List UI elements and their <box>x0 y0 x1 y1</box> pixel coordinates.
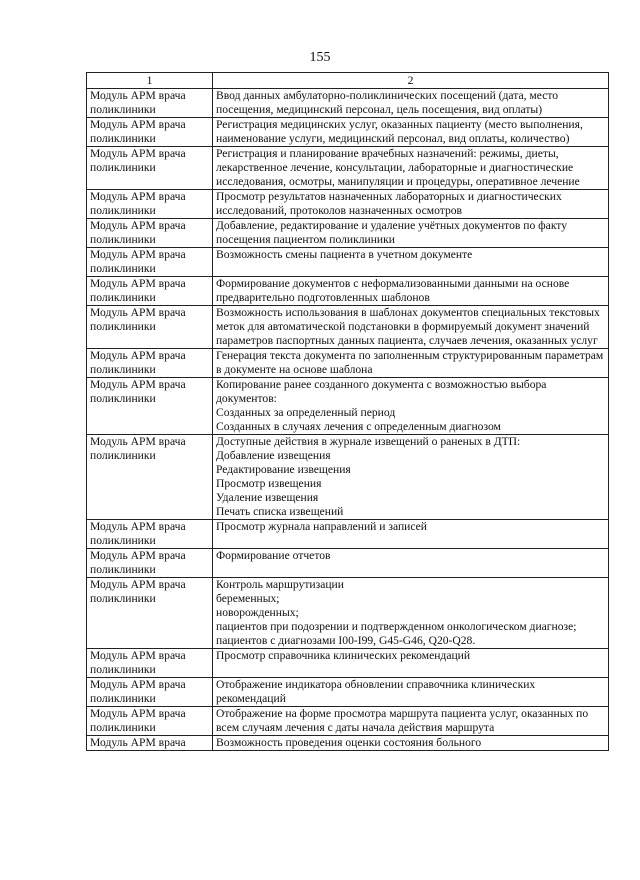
function-line: Формирование отчетов <box>216 549 331 562</box>
table-row <box>87 306 609 349</box>
table-row <box>87 349 609 378</box>
function-line: Регистрация медицинских услуг, оказанных пациенту (место выполнения, наименование услуги, медицинский персонал, вид оплаты, количество) <box>216 118 583 145</box>
table-row <box>87 89 609 118</box>
table-row <box>87 649 609 678</box>
module-cell: Модуль АРМ врача поликлиники <box>87 277 213 306</box>
module-cell: Модуль АРМ врача поликлиники <box>87 89 213 118</box>
function-line: Печать списка извещений <box>216 505 344 518</box>
function-line: Добавление, редактирование и удаление учётных документов по факту посещения пациентом поликлиники <box>216 219 568 246</box>
table-row <box>87 378 609 435</box>
function-line: пациентов с диагнозами I00-I99, G45-G46, Q20-Q28. <box>216 634 476 647</box>
module-cell: Модуль АРМ врача <box>87 736 213 751</box>
module-cell: Модуль АРМ врача поликлиники <box>87 649 213 678</box>
function-cell <box>213 219 609 248</box>
function-cell <box>213 378 609 435</box>
function-cell <box>213 678 609 707</box>
function-cell <box>213 520 609 549</box>
table-row <box>87 678 609 707</box>
module-cell: Модуль АРМ врача поликлиники <box>87 248 213 277</box>
module-cell: Модуль АРМ врача поликлиники <box>87 219 213 248</box>
requirements-table <box>86 72 609 751</box>
column-header-2: 2 <box>213 73 609 89</box>
table-row <box>87 219 609 248</box>
module-cell: Модуль АРМ врача поликлиники <box>87 118 213 147</box>
function-line: Удаление извещения <box>216 491 319 504</box>
function-line: Отображение на форме просмотра маршрута пациента услуг, оказанных по всем случаям лечения с даты начала действия маршрута <box>216 707 589 734</box>
table-row <box>87 147 609 190</box>
table-row <box>87 277 609 306</box>
table-row <box>87 520 609 549</box>
function-cell <box>213 277 609 306</box>
function-line: Копирование ранее созданного документа с возможностью выбора документов: <box>216 378 547 405</box>
module-cell: Модуль АРМ врача поликлиники <box>87 435 213 520</box>
table-row <box>87 736 609 751</box>
function-line: Возможность использования в шаблонах документов специальных текстовых меток для автоматической подстановки в формируемый документ значений параметров паспортных данных пациента, случаев лечения, оказанных услуг <box>216 306 600 347</box>
column-header-1: 1 <box>87 73 213 89</box>
function-line: Регистрация и планирование врачебных назначений: режимы, диеты, лекарственное лечение, консультации, лабораторные и диагностические исследования, осмотры, манипуляции и процедуры, оперативное лечение <box>216 147 580 188</box>
function-cell <box>213 89 609 118</box>
function-line: Доступные действия в журнале извещений о раненых в ДТП: <box>216 435 521 448</box>
function-line: Просмотр журнала направлений и записей <box>216 520 428 533</box>
table-row <box>87 190 609 219</box>
function-cell <box>213 549 609 578</box>
module-cell: Модуль АРМ врача поликлиники <box>87 147 213 190</box>
module-cell: Модуль АРМ врача поликлиники <box>87 520 213 549</box>
function-line: новорожденных; <box>216 606 299 619</box>
function-line: Созданных в случаях лечения с определенным диагнозом <box>216 420 501 433</box>
function-cell <box>213 118 609 147</box>
function-line: Возможность проведения оценки состояния больного <box>216 736 482 749</box>
function-cell <box>213 349 609 378</box>
module-cell: Модуль АРМ врача поликлиники <box>87 578 213 649</box>
function-line: беременных; <box>216 592 280 605</box>
module-cell: Модуль АРМ врача поликлиники <box>87 549 213 578</box>
module-cell: Модуль АРМ врача поликлиники <box>87 190 213 219</box>
function-cell <box>213 707 609 736</box>
module-cell: Модуль АРМ врача поликлиники <box>87 306 213 349</box>
function-line: Формирование документов с неформализованными данными на основе предварительно подготовленных шаблонов <box>216 277 570 304</box>
module-cell: Модуль АРМ врача поликлиники <box>87 349 213 378</box>
function-line: Отображение индикатора обновлении справочника клинических рекомендаций <box>216 678 536 705</box>
function-cell <box>213 649 609 678</box>
page-number: 155 <box>309 50 331 65</box>
table-row <box>87 118 609 147</box>
table-row <box>87 707 609 736</box>
table-row <box>87 549 609 578</box>
module-cell: Модуль АРМ врача поликлиники <box>87 707 213 736</box>
function-line: Редактирование извещения <box>216 463 351 476</box>
table-row <box>87 578 609 649</box>
function-line: Возможность смены пациента в учетном документе <box>216 248 473 261</box>
function-cell <box>213 435 609 520</box>
table-header-row <box>87 73 609 89</box>
table-row <box>87 435 609 520</box>
function-line: Генерация текста документа по заполненным структурированным параметрам в документе на основе шаблона <box>216 349 604 376</box>
function-line: Просмотр справочника клинических рекомендаций <box>216 649 471 662</box>
function-line: пациентов при подозрении и подтвержденном онкологическом диагнозе; <box>216 620 577 633</box>
function-line: Контроль маршрутизации <box>216 578 344 591</box>
function-cell <box>213 578 609 649</box>
function-cell <box>213 147 609 190</box>
function-cell <box>213 190 609 219</box>
table-row <box>87 248 609 277</box>
function-cell <box>213 736 609 751</box>
module-cell: Модуль АРМ врача поликлиники <box>87 678 213 707</box>
function-line: Созданных за определенный период <box>216 406 396 419</box>
function-line: Ввод данных амбулаторно-поликлинических посещений (дата, место посещения, медицинский персонал, цель посещения, вид оплаты) <box>216 89 559 116</box>
function-line: Просмотр результатов назначенных лабораторных и диагностических исследований, протоколов назначенных осмотров <box>216 190 562 217</box>
function-cell <box>213 306 609 349</box>
module-cell: Модуль АРМ врача поликлиники <box>87 378 213 435</box>
function-cell <box>213 248 609 277</box>
function-line: Просмотр извещения <box>216 477 322 490</box>
function-line: Добавление извещения <box>216 449 331 462</box>
